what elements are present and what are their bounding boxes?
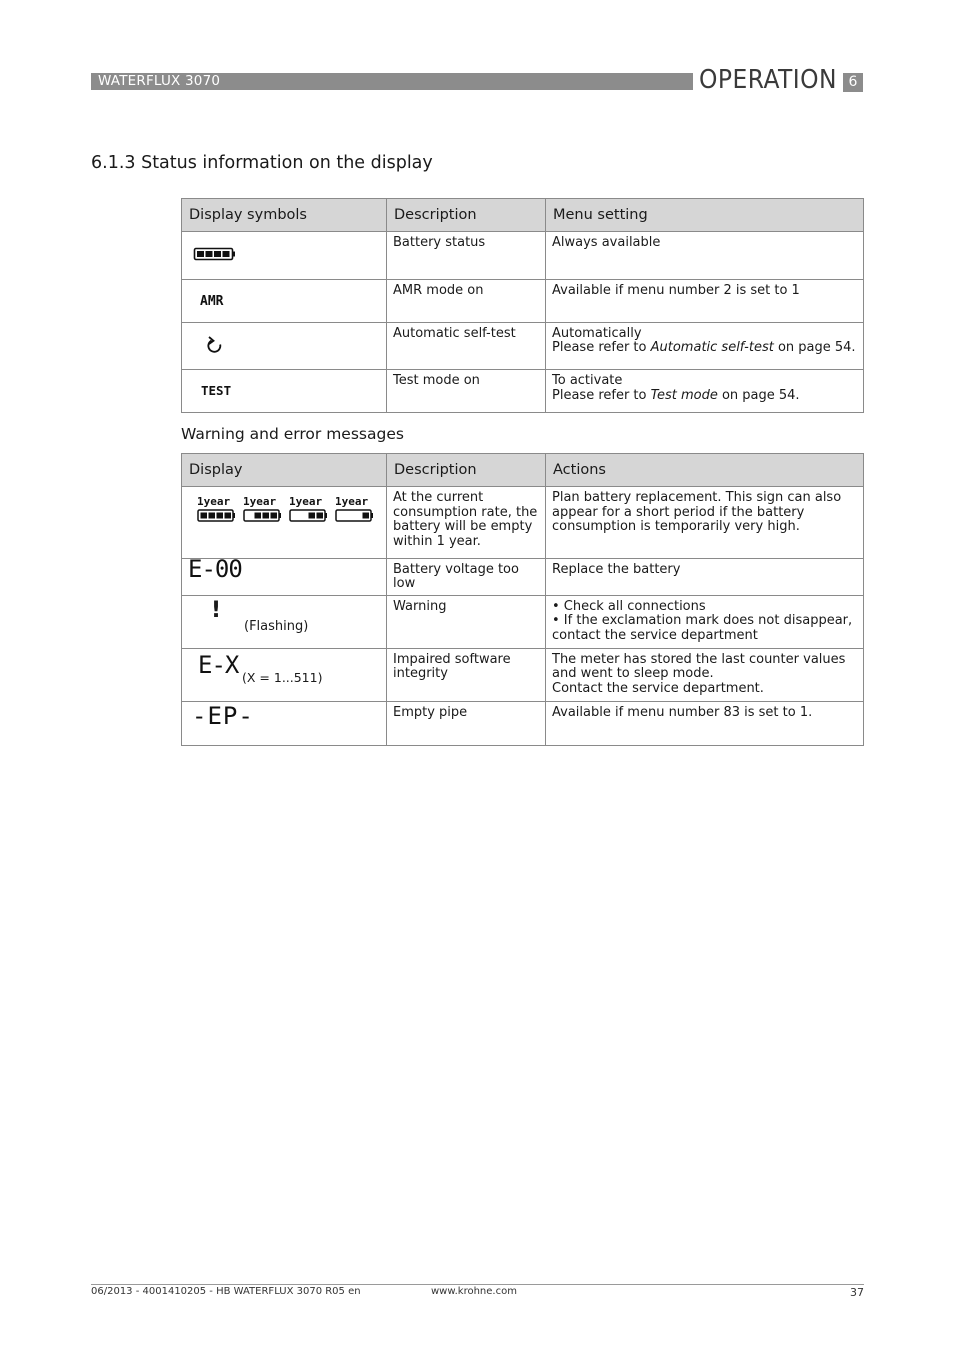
table-row xyxy=(182,558,864,595)
setting-ref-link[interactable]: Test mode xyxy=(650,387,718,403)
description-cell: Automatic self-test xyxy=(387,322,546,370)
chapter-number: 6 xyxy=(843,73,863,92)
year-label: 1year xyxy=(243,495,277,508)
symbol-cell xyxy=(182,554,387,595)
table-row xyxy=(182,648,864,701)
battery-full-icon xyxy=(182,232,242,274)
description-cell: Impaired software integrity xyxy=(387,648,546,701)
column-header: Actions xyxy=(546,454,864,487)
setting-cell xyxy=(546,370,864,413)
battery-1year-icons xyxy=(182,487,382,553)
table-row xyxy=(182,232,864,280)
ep-icon: -EP- xyxy=(192,701,254,730)
actions-cell xyxy=(546,595,864,648)
e00-icon: E-00 xyxy=(188,554,242,583)
column-header: Description xyxy=(387,454,546,487)
product-title: WATERFLUX 3070 xyxy=(98,73,221,89)
symbol-cell xyxy=(182,648,387,701)
table-row xyxy=(182,322,864,370)
symbol-cell xyxy=(182,595,387,648)
table-row xyxy=(182,595,864,648)
action-text: • If the exclamation mark does not disappear, contact the service department xyxy=(552,613,853,643)
self-test-icon xyxy=(182,323,242,365)
setting-cell xyxy=(546,232,864,280)
year-label: 1year xyxy=(335,495,369,508)
flashing-note: (Flashing) xyxy=(244,618,309,634)
footer-rule xyxy=(91,1284,864,1285)
table-header-row xyxy=(182,454,864,487)
test-icon: TEST xyxy=(201,383,232,398)
setting-cell xyxy=(546,279,864,322)
description-cell: At the current consumption rate, the battery will be empty within 1 year. xyxy=(387,487,546,559)
description-cell: Test mode on xyxy=(387,370,546,413)
symbol-cell xyxy=(182,322,387,370)
action-text: The meter has stored the last counter values and went to sleep mode. xyxy=(552,651,846,681)
footer-document-id: 06/2013 - 4001410205 - HB WATERFLUX 3070 R05 en xyxy=(91,1286,361,1297)
description-cell: Battery status xyxy=(387,232,546,280)
setting-text: Available if menu number 2 is set to 1 xyxy=(552,282,800,298)
setting-ref-prefix: Please refer to xyxy=(552,340,651,355)
table-header-row xyxy=(182,199,864,232)
exclamation-icon: ! xyxy=(211,597,222,623)
description-cell: AMR mode on xyxy=(387,279,546,322)
ex-icon: E-X xyxy=(198,650,239,679)
column-header: Menu setting xyxy=(546,199,864,232)
table-row xyxy=(182,370,864,413)
column-header: Display symbols xyxy=(182,199,387,232)
action-text: Available if menu number 83 is set to 1. xyxy=(552,704,813,720)
column-header: Description xyxy=(387,199,546,232)
setting-ref-prefix: Please refer to xyxy=(552,387,651,403)
range-note: (X = 1...511) xyxy=(242,669,323,685)
table-row xyxy=(182,701,864,745)
actions-cell xyxy=(546,487,864,559)
setting-ref-suffix: on page 54. xyxy=(717,387,800,403)
symbol-cell xyxy=(182,232,387,280)
actions-cell xyxy=(546,558,864,595)
action-text: • Check all connections xyxy=(552,598,706,614)
footer-website-link[interactable]: www.krohne.com xyxy=(431,1286,517,1297)
symbol-cell xyxy=(182,701,387,745)
setting-text: To activate xyxy=(552,373,623,388)
section-heading: 6.1.3 Status information on the display xyxy=(91,153,433,173)
actions-cell xyxy=(546,648,864,701)
warnings-heading: Warning and error messages xyxy=(181,425,404,443)
setting-text: Always available xyxy=(552,235,661,250)
table-row xyxy=(182,487,864,559)
actions-cell xyxy=(546,701,864,745)
symbol-cell xyxy=(182,370,387,413)
amr-icon: AMR xyxy=(200,293,224,309)
status-symbols-table xyxy=(181,198,864,413)
setting-cell xyxy=(546,322,864,370)
warnings-table xyxy=(181,453,864,746)
chapter-title: OPERATION xyxy=(699,65,838,95)
page-number: 37 xyxy=(850,1286,864,1299)
description-cell: Battery voltage too low xyxy=(387,558,546,595)
description-cell: Warning xyxy=(387,595,546,648)
year-label: 1year xyxy=(289,495,323,508)
setting-text: Automatically xyxy=(552,325,642,341)
action-text: Contact the service department. xyxy=(552,680,764,696)
setting-ref-link[interactable]: Automatic self-test xyxy=(650,340,774,355)
column-header: Display xyxy=(182,454,387,487)
table-row xyxy=(182,279,864,322)
year-label: 1year xyxy=(197,495,231,508)
setting-ref-suffix: on page 54. xyxy=(773,340,856,355)
action-text: Plan battery replacement. This sign can also appear for a short period if the battery consumption is temporarily very high. xyxy=(552,490,842,534)
action-text: Replace the battery xyxy=(552,561,681,577)
symbol-cell xyxy=(182,487,387,559)
description-cell: Empty pipe xyxy=(387,701,546,745)
symbol-cell xyxy=(182,279,387,322)
